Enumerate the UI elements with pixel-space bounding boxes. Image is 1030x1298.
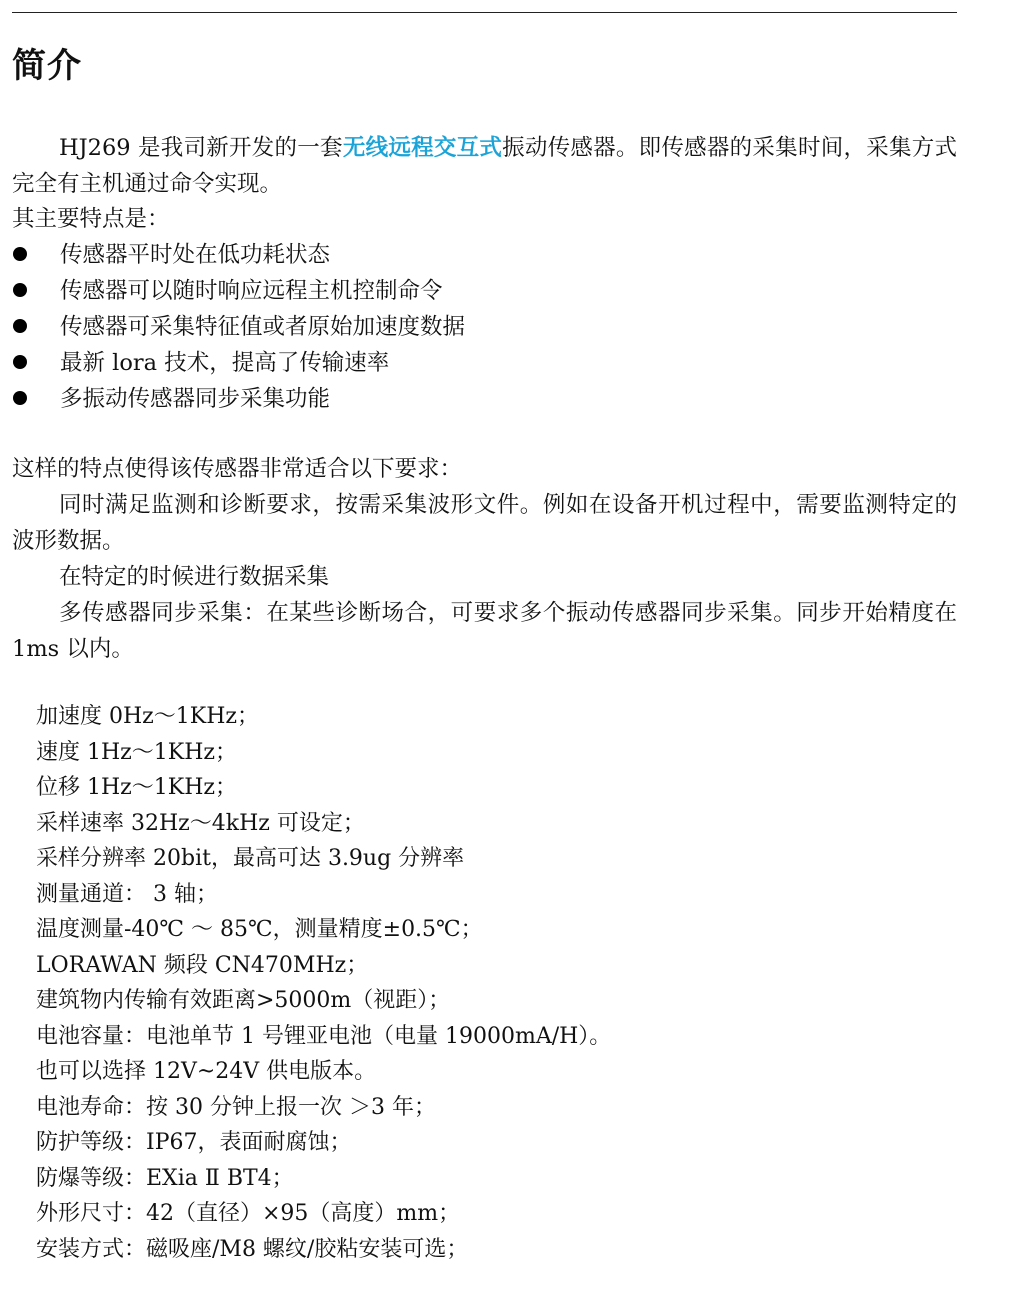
feature-item (12, 381, 465, 417)
spec-item: 加速度 0Hz～1KHz； (36, 704, 259, 729)
feature-item (12, 309, 465, 345)
spec-item: 速度 1Hz～1KHz； (36, 739, 237, 765)
spec-item: 电池寿命：按 30 分钟上报一次 ＞3 年； (36, 1094, 436, 1120)
spec-item: 电池容量：电池单节 1 号锂亚电池（电量 19000mA/H）。 (36, 1023, 612, 1049)
feature-text: 传感器可以随时响应远程主机控制命令 (60, 278, 443, 304)
intro-paragraph (12, 130, 957, 202)
section-title: 简介 (12, 46, 82, 86)
requirements-heading: 这样的特点使得该传感器非常适合以下要求： (12, 456, 463, 482)
spec-item: 防护等级：IP67，表面耐腐蚀； (36, 1130, 352, 1155)
feature-item (12, 345, 465, 381)
requirement-item: 同时满足监测和诊断要求，按需采集波形文件。例如在设备开机过程中，需要监测特定的波形数据。 (12, 492, 957, 554)
features-heading: 其主要特点是： (12, 206, 170, 232)
bullet-icon (13, 283, 27, 297)
feature-text: 最新 lora 技术，提高了传输速率 (60, 350, 390, 376)
specs-list (36, 699, 611, 1267)
top-rule (12, 12, 957, 13)
spec-item: LORAWAN 频段 CN470MHz； (36, 952, 369, 978)
spec-item: 建筑物内传输有效距离>5000m（视距）； (36, 988, 451, 1013)
feature-item (12, 237, 465, 273)
bullet-icon (13, 319, 27, 333)
spec-item: 也可以选择 12V~24V 供电版本。 (36, 1059, 377, 1084)
feature-text: 多振动传感器同步采集功能 (60, 386, 331, 412)
features-list (12, 237, 465, 417)
spec-item: 测量通道： 3 轴； (36, 881, 218, 907)
bullet-icon (13, 355, 27, 369)
intro-highlight: 无线远程交互式 (342, 135, 503, 161)
spec-item: 位移 1Hz～1KHz； (36, 775, 237, 800)
feature-text: 传感器平时处在低功耗状态 (60, 242, 331, 268)
feature-text: 传感器可采集特征值或者原始加速度数据 (60, 314, 466, 340)
intro-text-before: HJ269 是我司新开发的一套 (59, 135, 343, 161)
feature-item (12, 273, 465, 309)
spec-item: 防爆等级：EXia Ⅱ BT4； (36, 1165, 294, 1191)
spec-item: 安装方式：磁吸座/M8 螺纹/胶粘安装可选； (36, 1236, 469, 1262)
requirement-item: 在特定的时候进行数据采集 (59, 564, 330, 590)
spec-item: 温度测量-40℃ ～ 85℃，测量精度±0.5℃； (36, 917, 483, 942)
intro-text-after: 振动传感器。即传感器的采集时间，采集方式完全有主机通过命令实现。 (12, 135, 957, 197)
spec-item: 外形尺寸：42（直径）×95（高度）mm； (36, 1201, 461, 1226)
spec-item: 采样分辨率 20bit，最高可达 3.9ug 分辨率 (36, 846, 465, 871)
bullet-icon (13, 247, 27, 261)
bullet-icon (13, 391, 27, 405)
requirement-item: 多传感器同步采集：在某些诊断场合，可要求多个振动传感器同步采集。同步开始精度在 1ms 以内。 (12, 600, 957, 662)
spec-item: 采样速率 32Hz～4kHz 可设定； (36, 810, 365, 836)
requirements-section (12, 451, 957, 667)
